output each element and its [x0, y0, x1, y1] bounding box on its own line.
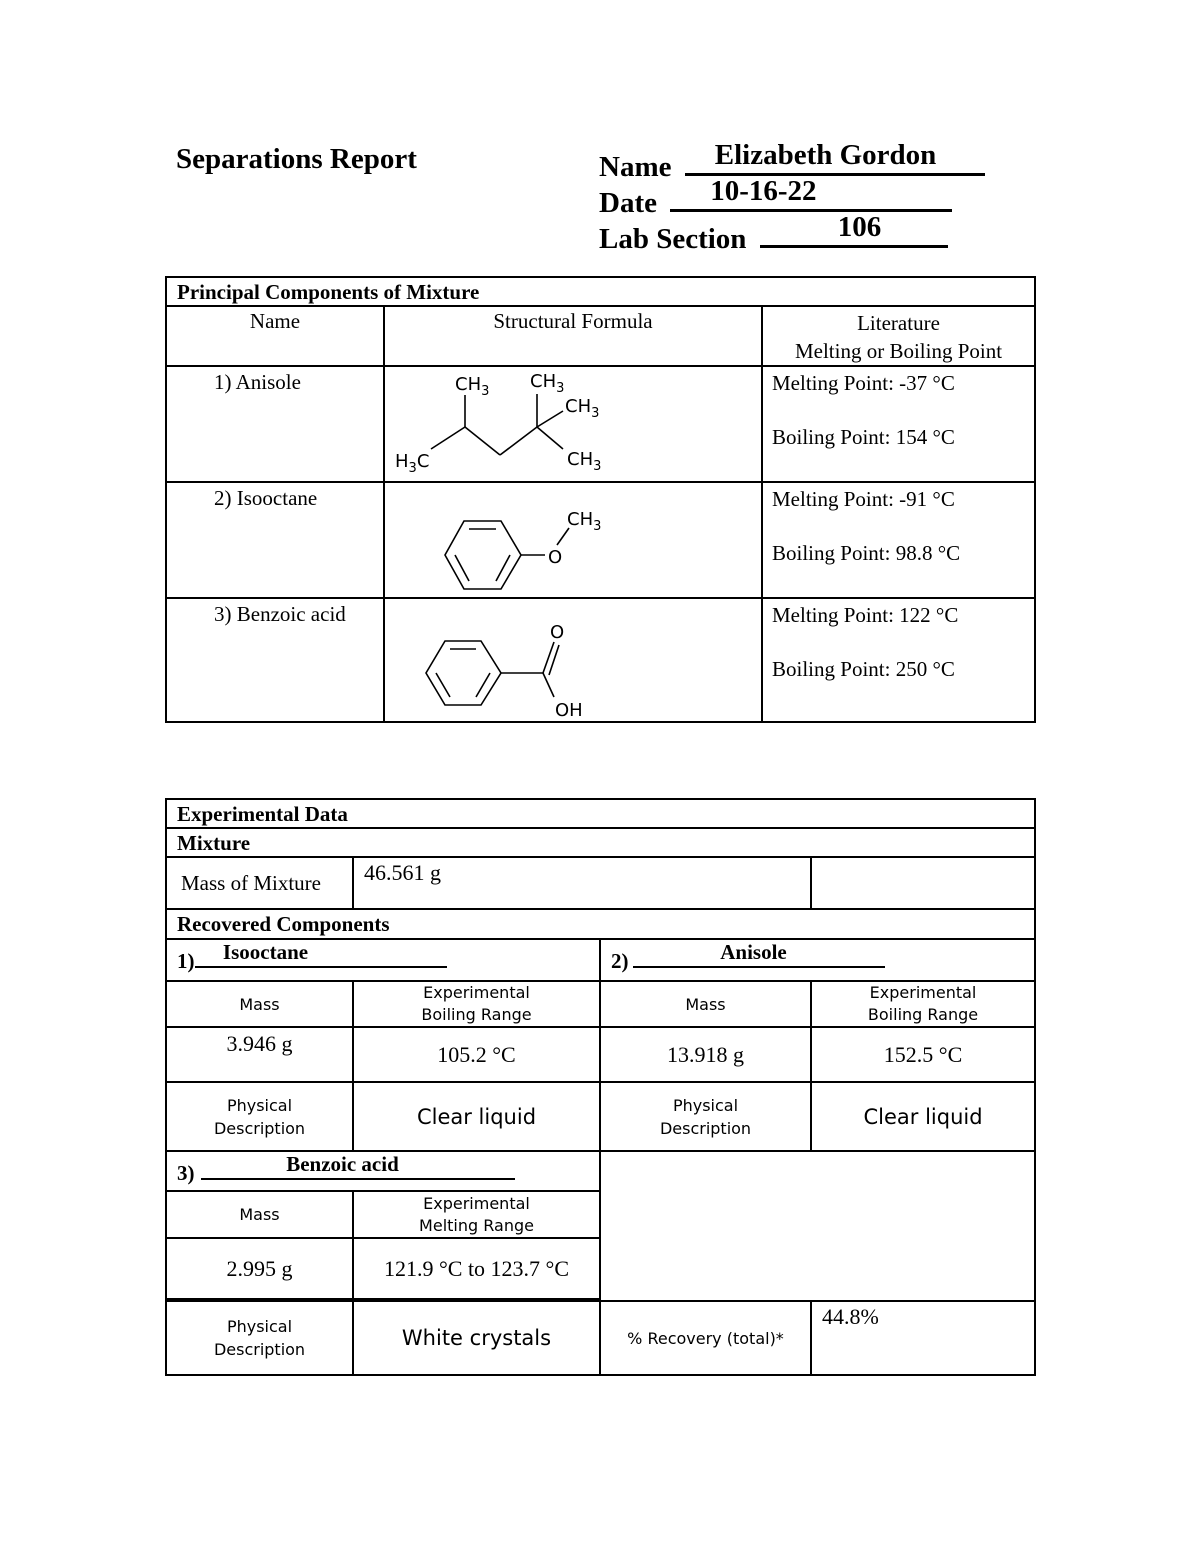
ch3-label: $CH_3$: [455, 374, 490, 399]
recovered-title: Recovered Components: [166, 909, 1035, 939]
ch3-label: $CH_3$: [567, 449, 602, 474]
oxygen-label: O: [548, 547, 563, 568]
melting-point-1: Melting Point: -37 °C: [772, 371, 955, 395]
literature-cell-3: [762, 598, 1035, 722]
lab-section-value: 106: [837, 211, 882, 243]
isooctane-structure: [385, 367, 761, 481]
ch3-label: $CH_3$: [565, 396, 600, 421]
date-value: 10-16-22: [710, 175, 817, 207]
c2-range-header-line1: Experimental: [869, 983, 977, 1002]
ch3-label: $CH_3$: [567, 509, 602, 534]
boiling-point-1: Boiling Point: 154 °C: [772, 425, 955, 449]
literature-cell-2: [762, 482, 1035, 598]
recovery-value: 44.8%: [811, 1301, 1035, 1375]
component-1-field: [195, 942, 447, 968]
blank-area: [600, 1151, 1035, 1301]
c3-physical-header-line2: Description: [213, 1340, 306, 1359]
c2-range-header: [811, 981, 1035, 1027]
benzoic-acid-structure: [385, 599, 761, 721]
name-value: Elizabeth Gordon: [714, 139, 937, 171]
c1-physical-header-line1: Physical: [226, 1095, 293, 1115]
col-literature-line1: Literature: [857, 311, 940, 335]
experimental-data-table: [165, 798, 1036, 1376]
c3-range-header-line2: Melting Range: [419, 1215, 534, 1235]
recovery-label: % Recovery (total)*: [600, 1301, 811, 1375]
component-3-name: Benzoic acid: [286, 1152, 399, 1176]
structure-cell-2: [384, 482, 762, 598]
component-3-header: [166, 1151, 600, 1191]
component-3-number: 3): [177, 1161, 195, 1185]
c3-mass-value: 2.995 g: [166, 1238, 353, 1299]
c3-physical-value: White crystals: [353, 1301, 600, 1375]
component-2-header: [600, 939, 1035, 981]
c1-range-header-line2: Boiling Range: [421, 1005, 532, 1024]
date-label: Date: [599, 187, 657, 219]
c2-range-header-line2: Boiling Range: [867, 1005, 979, 1024]
h3c-label: $H_3C$: [395, 451, 430, 476]
structure-cell-1: [384, 366, 762, 482]
c1-physical-header-line2: Description: [213, 1118, 306, 1138]
col-literature-line2: Melting or Boiling Point: [794, 339, 1003, 363]
ch3-label: $CH_3$: [530, 371, 565, 396]
c2-physical-value: Clear liquid: [811, 1082, 1035, 1151]
lab-section-row: [599, 211, 948, 256]
mass-of-mixture-value: 46.561 g: [353, 857, 811, 909]
c3-physical-header: [166, 1301, 353, 1375]
anisole-structure: [385, 483, 761, 597]
component-2-name: Anisole: [720, 940, 787, 964]
component-1-name: Isooctane: [222, 940, 309, 964]
component-name-3: 3) Benzoic acid: [166, 598, 384, 722]
component-2-field: [633, 942, 885, 968]
mass-of-mixture-label: Mass of Mixture: [166, 857, 353, 909]
principal-title: Principal Components of Mixture: [166, 277, 1035, 306]
principal-components-table: [165, 276, 1036, 723]
component-2-number: 2): [611, 949, 629, 973]
lab-section-field: [760, 211, 948, 248]
component-1-header: [166, 939, 600, 981]
c3-physical-header-line1: Physical: [226, 1317, 293, 1336]
c1-range-value: 105.2 °C: [353, 1027, 600, 1082]
c3-range-header: [353, 1191, 600, 1238]
lab-section-label: Lab Section: [599, 223, 747, 255]
c1-mass-value: 3.946 g: [166, 1027, 353, 1082]
c3-range-header-line1: Experimental: [423, 1193, 530, 1213]
literature-cell-1: [762, 366, 1035, 482]
c3-range-value: 121.9 °C to 123.7 °C: [353, 1238, 600, 1299]
col-structure-header: Structural Formula: [384, 306, 762, 366]
melting-point-3: Melting Point: 122 °C: [772, 603, 959, 627]
hydroxyl-label: OH: [555, 700, 583, 721]
c2-physical-header-line2: Description: [659, 1118, 752, 1138]
c2-physical-header: [600, 1082, 811, 1151]
name-field: [685, 139, 985, 176]
component-3-field: [201, 1154, 515, 1180]
c2-mass-value: 13.918 g: [600, 1027, 811, 1082]
boiling-point-3: Boiling Point: 250 °C: [772, 657, 955, 681]
experimental-title: Experimental Data: [166, 799, 1035, 828]
date-field: [670, 175, 952, 212]
mixture-title: Mixture: [166, 828, 1035, 857]
col-literature-header: [762, 306, 1035, 366]
component-name-1: 1) Anisole: [166, 366, 384, 482]
c1-mass-header: Mass: [166, 981, 353, 1027]
c1-range-header: [353, 981, 600, 1027]
component-1-number: 1): [177, 949, 195, 973]
carbonyl-oxygen-label: O: [550, 622, 565, 643]
boiling-point-2: Boiling Point: 98.8 °C: [772, 541, 961, 565]
c2-mass-header: Mass: [600, 981, 811, 1027]
c1-physical-value: Clear liquid: [353, 1082, 600, 1151]
report-title: Separations Report: [176, 143, 417, 175]
c1-range-header-line1: Experimental: [423, 983, 530, 1002]
mass-of-mixture-blank: [811, 857, 1035, 909]
structure-cell-3: [384, 598, 762, 722]
col-name-header: Name: [166, 306, 384, 366]
c3-mass-header: Mass: [166, 1191, 353, 1238]
c2-physical-header-line1: Physical: [672, 1095, 739, 1115]
component-name-2: 2) Isooctane: [166, 482, 384, 598]
name-label: Name: [599, 151, 672, 183]
c1-physical-header: [166, 1082, 353, 1151]
melting-point-2: Melting Point: -91 °C: [772, 487, 955, 511]
date-row: [599, 175, 952, 220]
c2-range-value: 152.5 °C: [811, 1027, 1035, 1082]
